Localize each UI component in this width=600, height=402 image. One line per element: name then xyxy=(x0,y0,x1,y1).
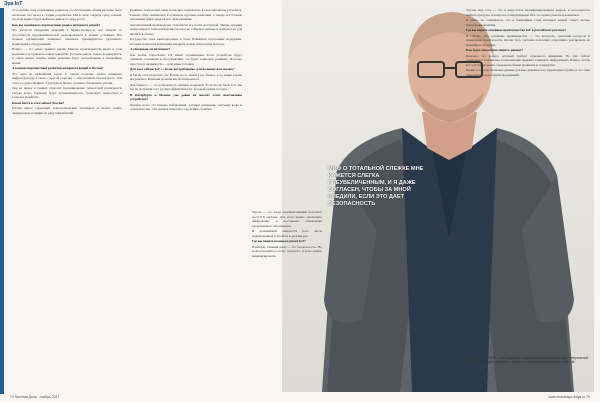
article-column-2 xyxy=(130,8,242,113)
article-column-1 xyxy=(12,8,122,116)
paragraph: Пожалуй, главный риск — это безопасность. Но если подходить к этому грамотно, угрозы можно минимизировать. xyxy=(252,244,322,258)
paragraph: Что касается внедрения решений в бизнес-процессы, все зависит от способности предпринимателей адаптироваться к новым условиям. Все больше организаций начинают понимать преимущества удаленного мониторинга оборудования. xyxy=(12,28,122,46)
question-heading: Где вы видите основные преимущества IoT в российских реалиях? xyxy=(466,28,567,32)
paragraph: Конечно, это вопрос, который требует отдельного внимания. Но уже сейчас существуют механизмы, позволяющие надежно защищать информацию. Важно, чтобы все участники рынка следовали общим правилам и стандартам. xyxy=(466,53,590,67)
section-sidebar-strip xyxy=(0,8,4,394)
paragraph: по подобию сети социальных сервисов, то обеспечение общей системы было несколько лет назад в стадии разработки. Мы в свою очередь сразу поняли, что нам нужно будет выйти на рынок по мере роста xyxy=(12,8,122,21)
paragraph: Россия имеет серьезный технологический потенциал и может занять лидирующие позиции по ряду направлений. xyxy=(12,106,122,115)
footer-right: www.chastnaya-dolya.ru 75 xyxy=(548,395,590,399)
paragraph: Вопрос — это давно пришло время. Многие производители видят в этом возможность привлечь новых клиентов. Сегодня рынок только формируется, и очень важно понять, какие решения будут востребованы в ближайшее время. xyxy=(12,47,122,65)
paragraph: Я считаю, что основные преимущества — это контроль, экономия ресурсов и повышение безопасности. Кроме того, системы позволяют оперативно реагировать на аварийные ситуации. xyxy=(466,33,590,47)
page-footer xyxy=(0,394,600,402)
section-tag: Эра IoT xyxy=(4,1,23,7)
paragraph: Для бизнеса — это возможность снизить издержки. Если бы не было IoT, мы бы не получили того уровня эффективности, который видим сегодня. xyxy=(130,82,242,91)
question-heading: Где вы видите вызовы и риски IoT? xyxy=(252,239,306,243)
paragraph: Как любая технология, IoT имеет ограничения. Если устройства будут слишком сложными в обслуживании, это будет тормозить развитие. Поэтому простота и надежность — ключевые условия. xyxy=(130,52,242,66)
article-column-3 xyxy=(252,210,322,259)
paragraph: Это одна из важнейших задач. С одной стороны, нужно развивать инфраструктуру и связь, с другой стороны — обеспечивать безопасность. Для этого государственные структуры и бизнес должны объединить усилия. xyxy=(12,71,122,85)
footer-left: 74 Частная Доля · ноябрь 2017 xyxy=(10,395,60,399)
question-heading: А обоснован ли оптимизм? xyxy=(130,47,171,51)
question-heading: В Петербурге и Москве уже давно на многих сетях выставлены устройства? xyxy=(130,92,242,101)
paragraph: Прежде всего это камеры наблюдения, датчики движения, счетчики воды и электричества. Эти данные помогают городским службам. xyxy=(130,102,242,111)
paragraph: Угроза — это когда злоумышленники получают доступ к системе. Для этого нужно обеспечить шифрование и постоянное обновление программного обеспечения. xyxy=(252,210,322,228)
photo-caption: ДЕНИС ВАСИЛЬЕВ — руководитель направления интернета вещей, генеральный директор ведущей компании в области телекоммуникационных решений xyxy=(466,356,589,365)
paragraph: Я лично не сомневаюсь, что в ближайшие годы интернет вещей станет частью повседневной жизни. xyxy=(466,18,590,27)
question-heading: А каковы перспективы развития интернета вещей в России? xyxy=(12,66,104,70)
paragraph: Угрозы еще есть — это и недостаток квалифицированных кадров, и неготовность инфраструктуры, и вопросы стандартизации. Все это нужно решать в комплексе. xyxy=(466,8,590,17)
question-heading: Как будет обеспечена защита данных? xyxy=(466,48,524,52)
question-heading: Для кого сейчас IoT — более востребованы: для больших или малых? xyxy=(130,67,235,71)
paragraph: В дальнейшем ожидается рост числа подключенных устройств в десятки раз. xyxy=(252,229,322,238)
paragraph: Тем не менее в разных отраслях проникновение технологий различается. Скорее всего, первыми будут промышленность, транспорт, энергетика и сельское хозяйство. xyxy=(12,86,122,99)
question-heading: Какое место в этом займет Россия? xyxy=(12,100,65,105)
paragraph: Кроме того, персональные данные должны храниться на территории страны, и это тоже учитывается при разработке решений. xyxy=(466,68,590,77)
pull-quote: МИФ О ТОТАЛЬНОЙ СЛЕЖКЕ МНЕ КАЖЕТСЯ СЛЕГКА ПРЕУВЕЛИЧЕННЫМ, И Я ДАЖЕ СОГЛАСЕН, ЧТОБЫ ЗА МНОЙ СЛЕДИЛИ, ЕСЛИ ЭТО ДАЕТ БЕЗОПАСНОСТЬ xyxy=(328,166,424,207)
article-column-4 xyxy=(466,8,590,78)
paragraph: Я бы не стал разделять так. Важно не то, какой у вас бизнес, а то, какие задачи вы решаете. Решения должны масштабироваться. xyxy=(130,72,242,81)
paragraph: Государство тоже заинтересовано в этом. Появились программы поддержки, которые помогают компаниям внедрять новые технологии быстрее. xyxy=(130,37,242,46)
paragraph: Автоматизация производства становится все более доступной. Умные датчики контролируют технологические процессы, собирают данные и передают их для анализа в облако. xyxy=(130,22,243,36)
question-heading: Как вы оцениваете перспективы рынка интернета вещей? xyxy=(12,22,101,27)
paragraph: Развитие технологий связи позволяет подключать к сети миллионы устройств. Раньше этим занимались в основном крупные компании, а теперь все больше небольших фирм предлагают свои решения. xyxy=(130,8,242,21)
